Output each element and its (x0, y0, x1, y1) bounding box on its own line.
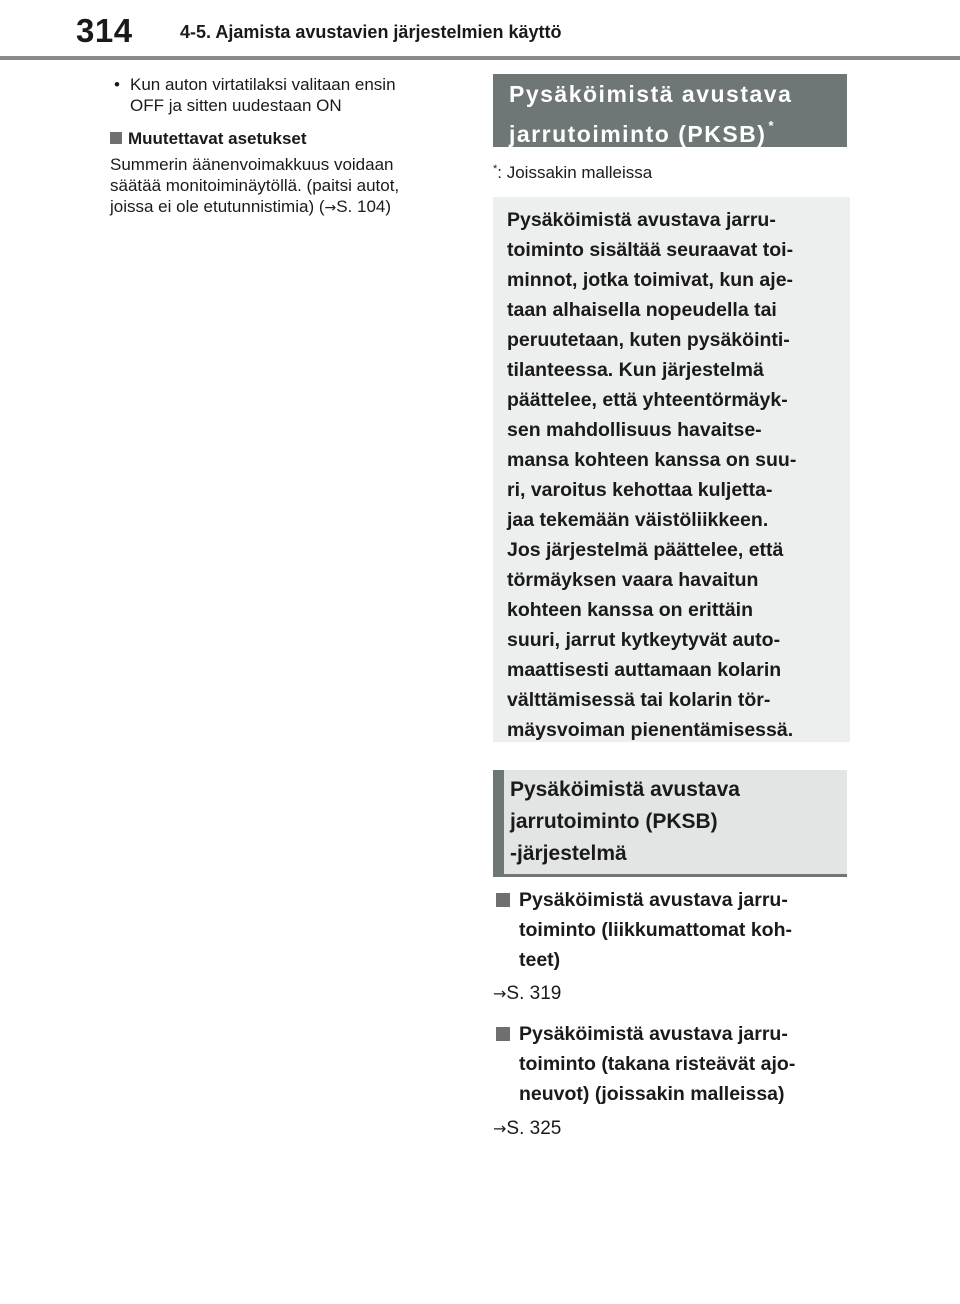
intro-line: toiminto sisältää seuraavat toi- (507, 239, 794, 261)
settings-heading-text: Muutettavat asetukset (128, 129, 307, 148)
intro-line: maattisesti auttamaan kolarin (507, 659, 782, 681)
intro-line: peruutetaan, kuten pysäköinti- (507, 329, 790, 351)
subsection-line: jarrutoiminto (PKSB) (510, 810, 718, 833)
intro-box (493, 197, 850, 742)
feature-line: teet) (519, 949, 561, 971)
footnote-star: * (493, 163, 498, 175)
feature-line: Pysäköimistä avustava jarru- (519, 1023, 788, 1045)
bullet-line: Kun auton virtatilaksi valitaan ensin (130, 75, 396, 94)
footnote (493, 163, 652, 183)
ribbon-line: Pysäköimistä avustava (509, 81, 793, 107)
page-reference-link[interactable] (493, 983, 561, 1005)
feature-line: toiminto (liikkumattomat koh- (519, 919, 792, 941)
intro-line: suuri, jarrut kytkeytyvät auto- (507, 629, 781, 651)
section-title: 4-5. Ajamista avustavien järjestelmien käyttö (180, 22, 562, 42)
intro-line: Pysäköimistä avustava jarru- (507, 209, 776, 231)
intro-line: mäysvoiman pienentämisessä. (507, 719, 794, 741)
left-column (110, 74, 462, 219)
intro-line: tilanteessa. Kun järjestelmä (507, 359, 764, 381)
subsection-line: Pysäköimistä avustava (510, 778, 740, 801)
intro-line: taan alhaisella nopeudella tai (507, 299, 777, 321)
intro-line: kohteen kanssa on erittäin (507, 599, 753, 621)
intro-line: päättelee, että yhteentörmäyk- (507, 389, 788, 411)
feature-line: neuvot) (joissakin malleissa) (519, 1083, 785, 1105)
feature-item-stationary (493, 885, 838, 975)
bullet-item (110, 74, 462, 116)
intro-line: minnot, jotka toimivat, kun aje- (507, 269, 794, 291)
settings-line: säätää monitoiminäytöllä. (paitsi autot, (110, 176, 400, 195)
square-bullet-icon (110, 132, 122, 144)
intro-line: mansa kohteen kanssa on suu- (507, 449, 797, 471)
settings-paragraph (110, 154, 462, 219)
intro-line: jaa tekemään väistöliikkeen. (507, 509, 769, 531)
arrow-icon: → (493, 1119, 507, 1138)
bullet-line: OFF ja sitten uudestaan ON (130, 96, 342, 115)
square-bullet-icon (496, 1027, 510, 1041)
footnote-text: : Joissakin malleissa (497, 163, 653, 182)
intro-line: törmäyksen vaara havaitun (507, 569, 759, 591)
subsection-heading (493, 770, 847, 877)
page-reference: S. 319 (506, 983, 562, 1004)
bullet-icon: • (114, 75, 120, 94)
header-divider (0, 56, 960, 60)
settings-line: Summerin äänenvoimakkuus voidaan (110, 155, 394, 174)
feature-line: Pysäköimistä avustava jarru- (519, 889, 788, 911)
page-reference[interactable]: S. 104) (336, 197, 392, 216)
intro-line: välttämisessä tai kolarin tör- (507, 689, 771, 711)
section-ribbon (493, 74, 847, 147)
arrow-icon: → (493, 984, 507, 1003)
page-reference: S. 325 (506, 1118, 562, 1139)
subsection-line: -järjestelmä (510, 842, 627, 865)
feature-line: toiminto (takana risteävät ajo- (519, 1053, 796, 1075)
settings-line: joissa ei ole etutunnistimia) (→S. 104) (110, 197, 392, 216)
page-number: 314 (76, 12, 133, 49)
settings-heading (110, 128, 462, 149)
arrow-icon: → (324, 200, 337, 216)
square-bullet-icon (496, 893, 510, 907)
intro-line: ri, varoitus kehottaa kuljetta- (507, 479, 773, 501)
footnote-marker: * (768, 118, 776, 133)
intro-line: sen mahdollisuus havaitse- (507, 419, 762, 441)
ribbon-line: jarrutoiminto (PKSB) * (509, 118, 776, 147)
page-reference-link[interactable] (493, 1118, 561, 1140)
feature-item-rear-cross-traffic (493, 1019, 838, 1109)
intro-line: Jos järjestelmä päättelee, että (507, 539, 784, 561)
